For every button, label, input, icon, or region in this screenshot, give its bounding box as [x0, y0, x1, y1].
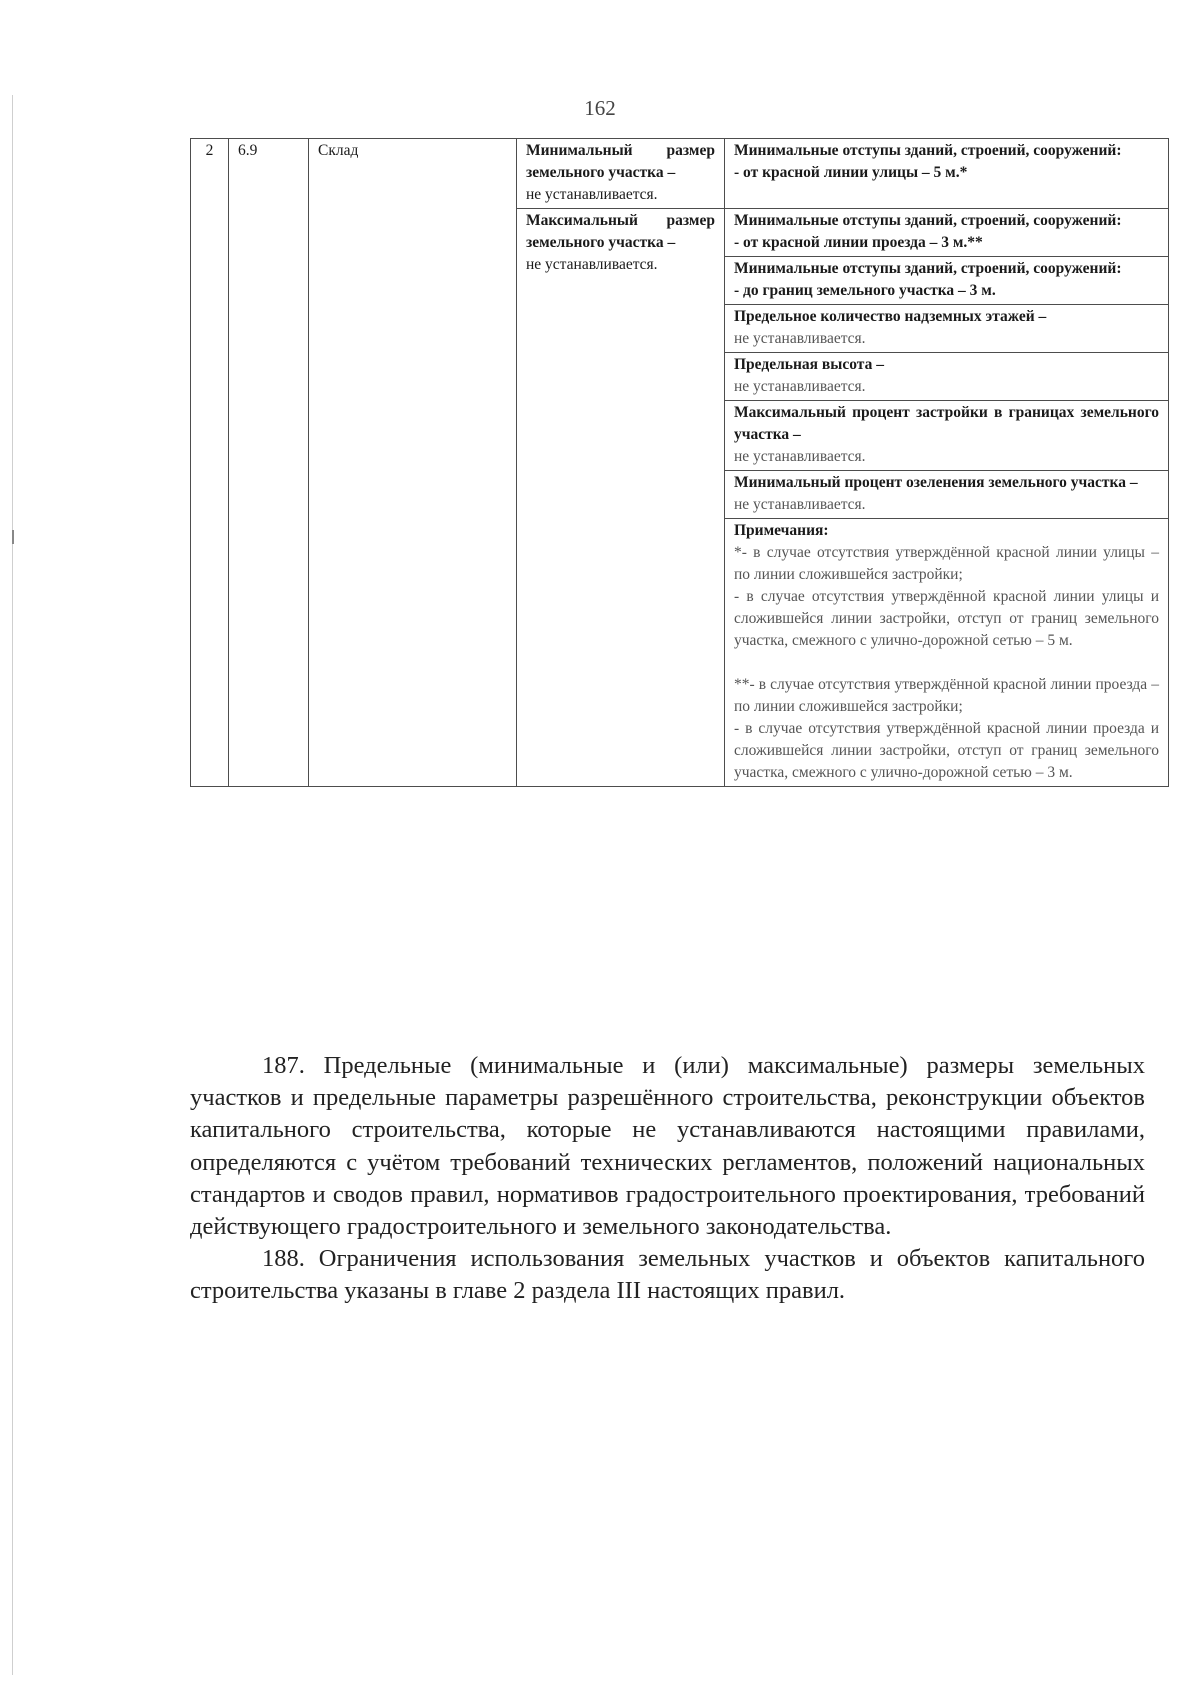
note-paragraph: **- в случае отсутствия утверждённой красной линии проезда – по линии сложившейся застройки; [734, 676, 1159, 715]
parameter-heading: Минимальные отступы зданий, строений, сооружений: [734, 260, 1122, 277]
body-text [190, 1050, 1145, 1308]
notes-cell [725, 519, 1169, 787]
parameter-heading: Максимальный процент застройки в границах земельного участка – [734, 404, 1159, 443]
paragraph-188: 188. Ограничения использования земельных участков и объектов капитального строительства указаны в главе 2 раздела III настоящих правил. [190, 1245, 1145, 1305]
page-number: 162 [584, 96, 616, 120]
note-paragraph: *- в случае отсутствия утверждённой красной линии улицы – по линии сложившейся застройки; [734, 544, 1159, 583]
max-plot-size-value: не устанавливается. [526, 256, 658, 273]
parameter-heading: Минимальный процент озеленения земельного участка – [734, 474, 1138, 491]
parameter-value: не устанавливается. [734, 496, 866, 513]
row-number-cell: 2 [191, 139, 229, 787]
note-paragraph: - в случае отсутствия утверждённой красной линии улицы и сложившейся линии застройки, отступ от границ земельного участка, смежного с улично-дорожной сетью – 5 м. [734, 588, 1159, 649]
parameter-cell [725, 209, 1169, 257]
parameter-cell [725, 257, 1169, 305]
max-plot-size-heading: Максимальный размер земельного участка – [526, 212, 715, 251]
parameter-heading: Предельная высота – [734, 356, 884, 373]
note-paragraph: - в случае отсутствия утверждённой красной линии проезда и сложившейся линии застройки, отступ от границ земельного участка, смежного с улично-дорожной сетью – 3 м. [734, 720, 1159, 781]
min-plot-size-heading: Минимальный размер земельного участка – [526, 142, 715, 181]
parameter-value: - от красной линии улицы – 5 м.* [734, 164, 968, 181]
min-plot-size-cell [517, 139, 725, 209]
land-use-parameters-table [190, 138, 1169, 787]
scan-mark [12, 530, 14, 544]
parameter-cell [725, 139, 1169, 209]
parameter-cell [725, 305, 1169, 353]
parameter-heading: Минимальные отступы зданий, строений, сооружений: [734, 212, 1122, 229]
parameter-value: не устанавливается. [734, 378, 866, 395]
use-code-cell: 6.9 [229, 139, 309, 787]
parameter-value: не устанавливается. [734, 330, 866, 347]
max-plot-size-cell [517, 209, 725, 787]
notes-title: Примечания: [734, 522, 829, 539]
parameter-heading: Минимальные отступы зданий, строений, сооружений: [734, 142, 1122, 159]
parameter-cell [725, 353, 1169, 401]
parameter-value: - от красной линии проезда – 3 м.** [734, 234, 983, 251]
scan-edge-line [12, 95, 13, 1675]
paragraph-187: 187. Предельные (минимальные и (или) максимальные) размеры земельных участков и предельные параметры разрешённого строительства, реконструкции объектов капитального строительства, которые не устанавливаются настоящими правилами, определяются с учётом требований технических регламентов, положений национальных стандартов и сводов правил, нормативов градостроительного проектирования, требований действующего градостроительного и земельного законодательства. [190, 1052, 1145, 1241]
table-row [191, 139, 1169, 209]
notes-spacer [734, 652, 1159, 674]
parameter-value: не устанавливается. [734, 448, 866, 465]
parameter-value: - до границ земельного участка – 3 м. [734, 282, 996, 299]
parameter-heading: Предельное количество надземных этажей – [734, 308, 1047, 325]
parameter-cell [725, 401, 1169, 471]
use-name-cell: Склад [309, 139, 517, 787]
parameter-cell [725, 471, 1169, 519]
min-plot-size-value: не устанавливается. [526, 186, 658, 203]
